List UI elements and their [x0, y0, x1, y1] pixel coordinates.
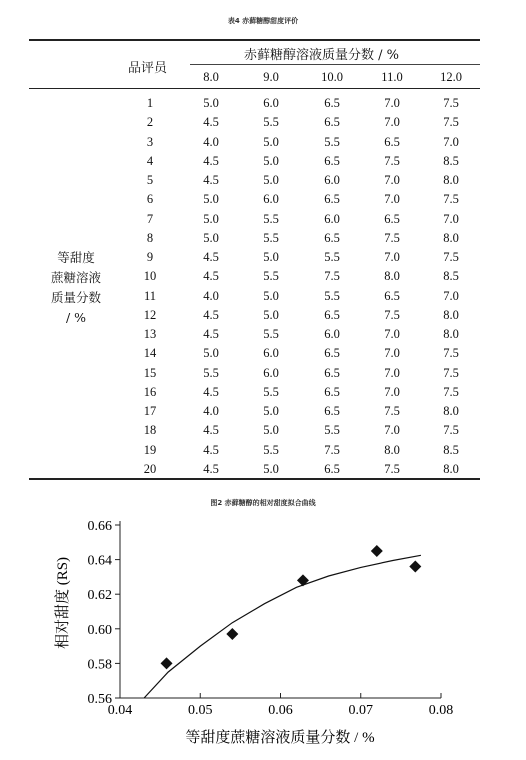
value-cell: 8.5	[443, 269, 459, 284]
data-point	[371, 545, 383, 557]
value-cell: 5.5	[263, 327, 279, 341]
value-cell: 7.0	[384, 365, 400, 380]
value-cell: 8.5	[443, 442, 459, 457]
column-header: 12.0	[440, 70, 462, 84]
table-row	[120, 248, 480, 267]
row-label-line: / %	[65, 310, 87, 325]
value-cell: 7.5	[384, 230, 400, 245]
table-row	[120, 364, 480, 383]
table-row	[120, 190, 480, 209]
judge-id-cell: 15	[143, 365, 157, 380]
data-point	[297, 574, 309, 586]
value-cell: 6.0	[263, 192, 279, 207]
value-cell: 4.5	[203, 327, 219, 341]
value-cell: 4.5	[203, 423, 219, 438]
data-point	[409, 561, 421, 573]
judge-id-cell: 6	[146, 192, 154, 207]
table-row	[120, 133, 480, 152]
value-cell: 5.0	[263, 288, 279, 303]
value-cell: 6.5	[384, 288, 400, 303]
value-cell: 4.5	[203, 461, 219, 476]
value-cell: 7.5	[443, 250, 459, 264]
value-cell: 5.0	[263, 173, 279, 187]
table-row	[120, 460, 480, 479]
table-row	[120, 325, 480, 344]
value-cell: 5.0	[263, 307, 279, 322]
row-label-line: 质量分数	[50, 290, 101, 305]
judge-id-cell: 9	[146, 250, 154, 264]
table-row	[120, 344, 480, 363]
value-cell: 5.0	[263, 250, 279, 264]
table-row	[120, 402, 480, 421]
judge-id-cell: 3	[146, 134, 154, 149]
value-cell: 5.5	[263, 230, 279, 245]
table-row	[120, 94, 480, 113]
value-cell: 6.5	[324, 461, 340, 476]
value-cell: 7.0	[384, 250, 400, 264]
x-tick-label: 0.04	[107, 703, 133, 718]
value-cell: 5.0	[263, 134, 279, 149]
value-cell: 7.5	[443, 384, 459, 399]
x-tick-label: 0.08	[428, 703, 454, 718]
value-cell: 8.0	[384, 442, 400, 457]
value-cell: 6.5	[324, 365, 340, 380]
value-cell: 7.0	[384, 346, 400, 361]
judge-id-cell: 14	[143, 346, 157, 361]
value-cell: 6.5	[324, 230, 340, 245]
figure-caption: 图2 赤藓糖醇的相对甜度拟合曲线	[210, 499, 316, 507]
relative-sweetness-chart	[0, 505, 526, 760]
value-cell: 8.0	[443, 461, 459, 476]
table-caption: 表4 赤藓糖醇甜度评价	[227, 17, 299, 25]
value-cell: 7.0	[384, 96, 400, 110]
value-cell: 5.0	[203, 211, 219, 226]
value-cell: 4.5	[203, 153, 219, 168]
judge-id-cell: 8	[146, 230, 154, 245]
x-tick-label: 0.06	[268, 703, 293, 718]
value-cell: 4.5	[203, 307, 219, 322]
table-row	[120, 171, 480, 190]
value-cell: 8.0	[443, 307, 459, 322]
value-cell: 5.0	[203, 230, 219, 245]
value-cell: 5.0	[263, 461, 279, 476]
value-cell: 5.5	[324, 134, 340, 149]
value-cell: 7.0	[443, 211, 459, 226]
y-tick-label: 0.62	[87, 588, 112, 604]
table-row	[120, 229, 480, 248]
value-cell: 5.0	[203, 96, 219, 110]
value-cell: 7.0	[384, 327, 400, 341]
value-cell: 7.0	[384, 423, 400, 438]
table-row	[120, 287, 480, 306]
y-axis-label: 相对甜度 (RS)	[55, 556, 71, 650]
value-cell: 7.0	[443, 288, 459, 303]
value-cell: 6.0	[324, 173, 340, 187]
value-cell: 4.5	[203, 250, 219, 264]
value-cell: 5.0	[263, 153, 279, 168]
judge-header: 品评员	[128, 61, 168, 76]
value-cell: 8.0	[443, 173, 459, 187]
table-row	[120, 113, 480, 132]
value-cell: 7.0	[384, 384, 400, 399]
judge-id-cell: 19	[143, 442, 157, 457]
value-cell: 5.5	[324, 250, 340, 264]
judge-id-cell: 17	[143, 404, 157, 418]
group-header-rule	[190, 64, 480, 65]
value-cell: 7.5	[443, 96, 459, 110]
value-cell: 7.0	[384, 115, 400, 130]
x-tick-label: 0.07	[348, 703, 373, 718]
row-label-line: 等甜度	[57, 250, 95, 265]
value-cell: 7.5	[443, 115, 459, 130]
value-cell: 8.0	[443, 327, 459, 341]
value-cell: 5.0	[203, 346, 219, 361]
judge-id-cell: 5	[146, 173, 154, 187]
value-cell: 7.0	[384, 192, 400, 207]
value-cell: 7.5	[384, 461, 400, 476]
value-cell: 4.0	[203, 404, 219, 418]
value-cell: 6.5	[384, 211, 400, 226]
judge-id-cell: 18	[143, 423, 157, 438]
y-tick-label: 0.66	[87, 519, 112, 534]
value-cell: 7.5	[384, 307, 400, 322]
value-cell: 6.0	[263, 96, 279, 110]
value-cell: 5.5	[203, 365, 219, 380]
judge-id-cell: 2	[146, 115, 154, 130]
value-cell: 6.5	[324, 96, 340, 110]
value-cell: 4.5	[203, 269, 219, 284]
value-cell: 6.5	[324, 153, 340, 168]
value-cell: 8.0	[443, 404, 459, 418]
column-header: 10.0	[321, 70, 343, 84]
table-row	[120, 383, 480, 402]
row-group-label	[36, 248, 116, 328]
value-cell: 6.5	[324, 346, 340, 361]
judge-id-cell: 12	[143, 307, 157, 322]
value-cell: 5.0	[263, 404, 279, 418]
judge-id-cell: 13	[143, 327, 157, 341]
data-point	[226, 628, 238, 640]
data-point	[161, 657, 173, 669]
value-cell: 4.5	[203, 442, 219, 457]
value-cell: 4.0	[203, 288, 219, 303]
judge-id-cell: 16	[143, 384, 157, 399]
value-cell: 6.0	[324, 211, 340, 226]
y-tick-label: 0.64	[87, 553, 112, 569]
value-cell: 5.5	[263, 211, 279, 226]
value-cell: 8.0	[443, 230, 459, 245]
value-cell: 6.0	[263, 365, 279, 380]
value-cell: 7.5	[443, 192, 459, 207]
table-row	[120, 421, 480, 440]
value-cell: 7.0	[384, 173, 400, 187]
value-cell: 7.5	[324, 442, 340, 457]
value-cell: 6.0	[263, 346, 279, 361]
column-header: 9.0	[263, 70, 279, 84]
table-row	[120, 441, 480, 460]
value-cell: 7.5	[443, 346, 459, 361]
judge-id-cell: 4	[146, 153, 154, 168]
x-axis-label: 等甜度蔗糖溶液质量分数 / %	[185, 730, 375, 746]
value-cell: 8.0	[384, 269, 400, 284]
table-top-rule	[29, 39, 480, 41]
value-cell: 5.5	[263, 115, 279, 130]
value-cell: 7.5	[324, 269, 340, 284]
y-tick-label: 0.58	[87, 657, 112, 673]
value-cell: 4.5	[203, 173, 219, 187]
value-cell: 6.5	[324, 307, 340, 322]
judge-id-cell: 10	[143, 269, 157, 284]
value-cell: 7.5	[384, 404, 400, 418]
value-cell: 4.5	[203, 115, 219, 130]
value-cell: 6.5	[324, 384, 340, 399]
value-cell: 5.5	[263, 442, 279, 457]
row-label-line: 蔗糖溶液	[50, 270, 101, 285]
value-cell: 5.5	[263, 269, 279, 284]
value-cell: 7.5	[384, 153, 400, 168]
value-cell: 5.5	[263, 384, 279, 399]
table-row	[120, 152, 480, 171]
value-cell: 6.5	[384, 134, 400, 149]
judge-id-cell: 7	[146, 211, 154, 226]
group-header: 赤藓糖醇溶液质量分数 / %	[244, 48, 399, 63]
table-header-rule	[29, 88, 480, 89]
table-row	[120, 267, 480, 286]
value-cell: 5.0	[203, 192, 219, 207]
value-cell: 7.0	[443, 134, 459, 149]
value-cell: 7.5	[443, 423, 459, 438]
fit-curve	[144, 555, 421, 698]
value-cell: 5.5	[324, 423, 340, 438]
column-header: 11.0	[381, 70, 403, 84]
value-cell: 7.5	[443, 365, 459, 380]
value-cell: 6.5	[324, 404, 340, 418]
value-cell: 5.5	[324, 288, 340, 303]
y-tick-label: 0.56	[87, 692, 112, 707]
judge-id-cell: 1	[146, 96, 154, 110]
judge-id-cell: 20	[143, 461, 157, 476]
value-cell: 6.5	[324, 115, 340, 130]
value-cell: 6.0	[324, 327, 340, 341]
column-header: 8.0	[203, 70, 219, 84]
x-tick-label: 0.05	[188, 703, 213, 718]
value-cell: 4.5	[203, 384, 219, 399]
value-cell: 5.0	[263, 423, 279, 438]
value-cell: 8.5	[443, 153, 459, 168]
value-cell: 4.0	[203, 134, 219, 149]
y-tick-label: 0.60	[87, 622, 112, 638]
judge-id-cell: 11	[143, 288, 157, 303]
table-row	[120, 306, 480, 325]
value-cell: 6.5	[324, 192, 340, 207]
table-row	[120, 210, 480, 229]
